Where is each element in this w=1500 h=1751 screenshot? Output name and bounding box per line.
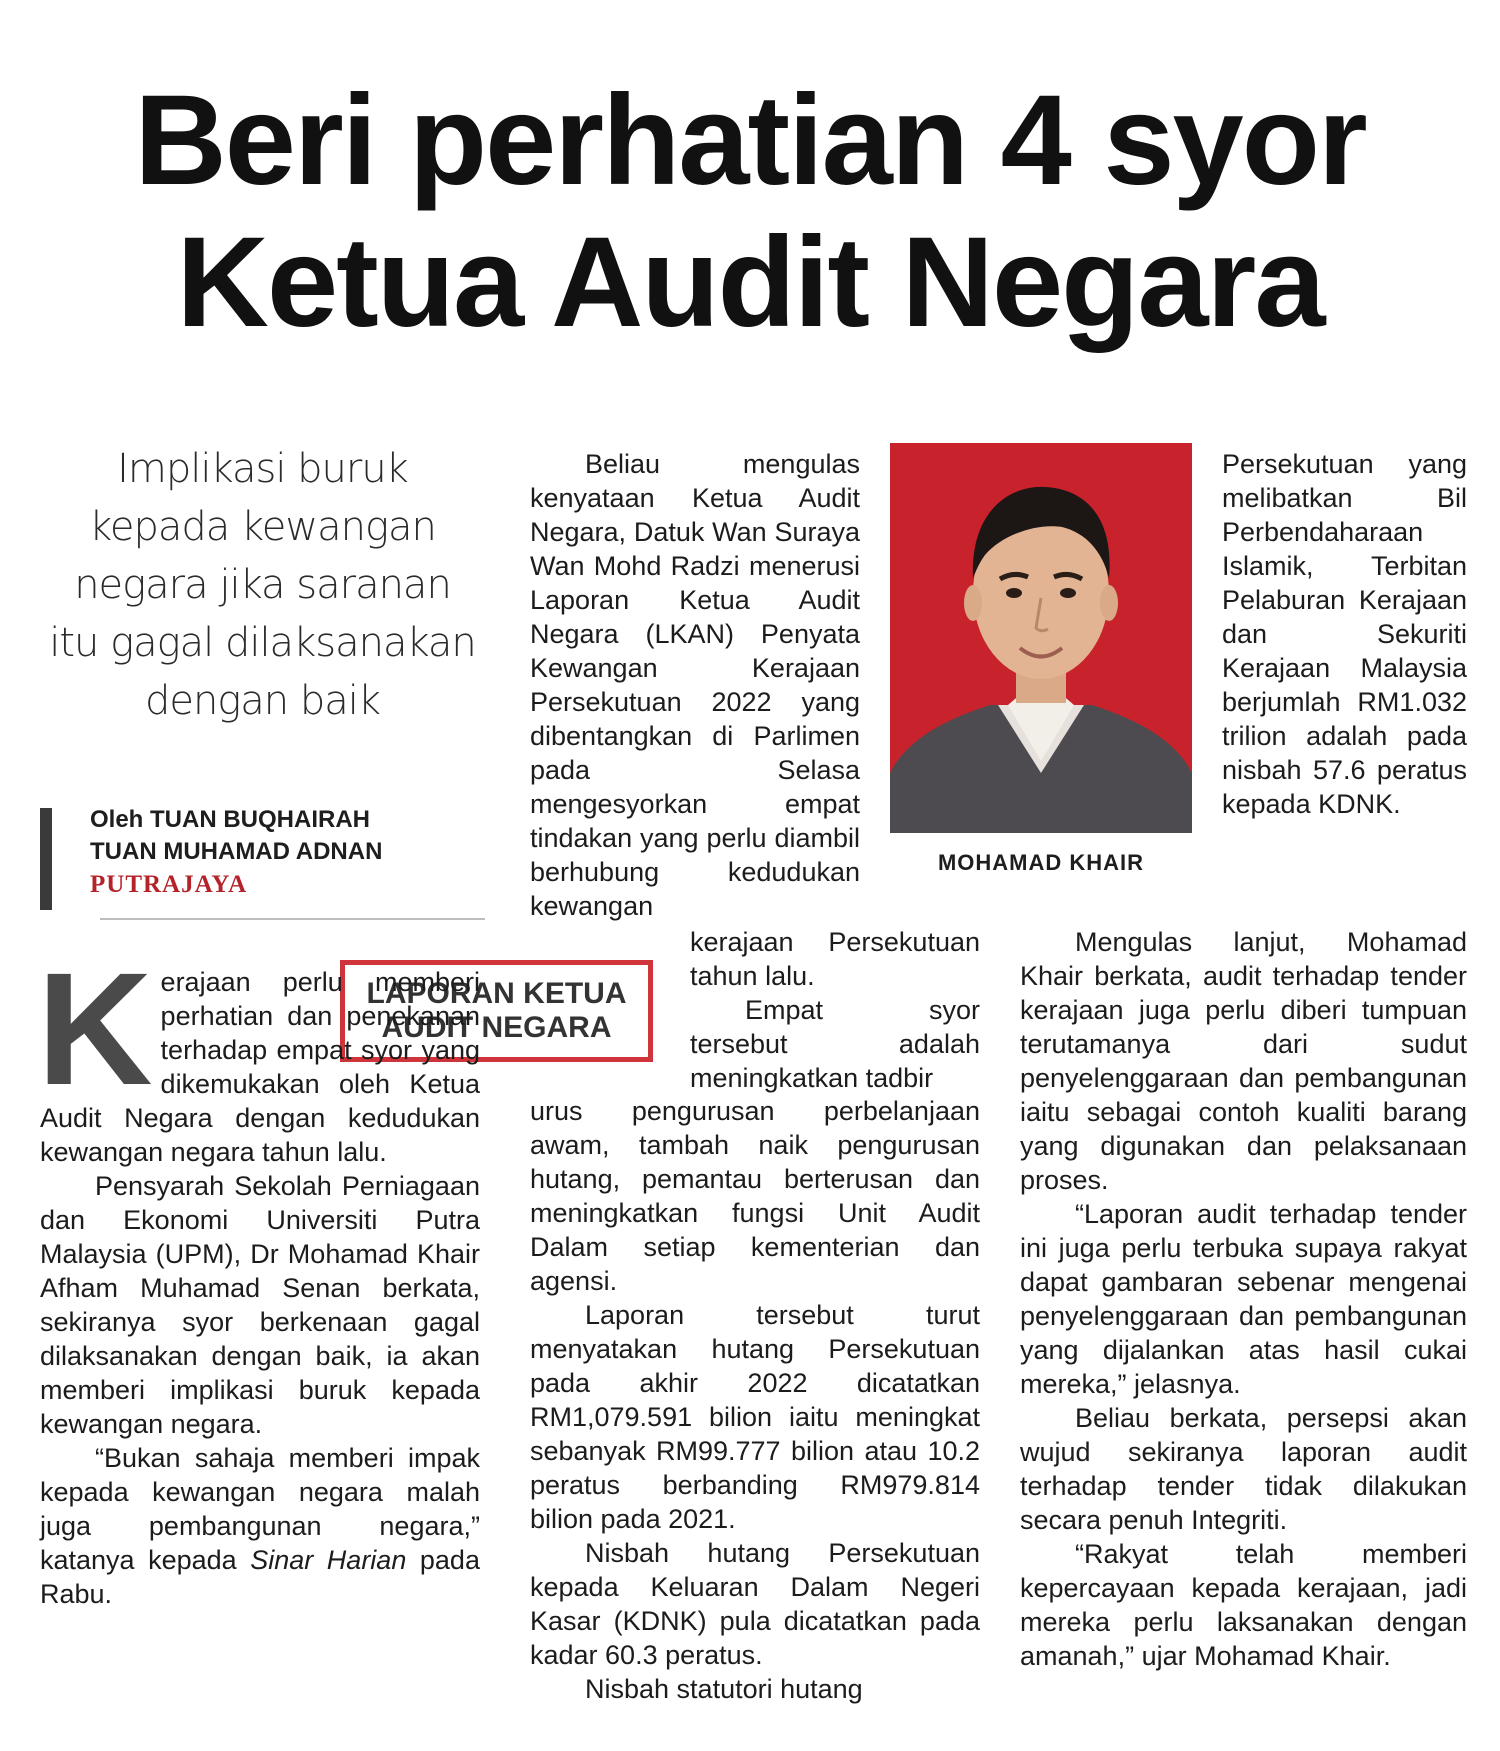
- article-column-upper-right: [1222, 447, 1467, 821]
- standfirst-line: Implikasi buruk: [117, 446, 408, 492]
- byline-bar: [40, 808, 52, 910]
- paragraph: Empat syor tersebut adalah meningkatkan tadbir: [690, 995, 980, 1093]
- byline-author-2: TUAN MUHAMAD ADNAN: [90, 838, 383, 865]
- byline-author-1: Oleh TUAN BUQHAIRAH: [90, 806, 370, 833]
- paragraph: [40, 1441, 480, 1611]
- article-column-2: [530, 1094, 980, 1706]
- drop-cap: K: [37, 939, 153, 1118]
- lead-text: erajaan perlu memberi perhatian dan penekanan terhadap empat syor yang dikemukakan oleh Ketua Audit Negara dengan kedudukan kewangan negara tahun lalu.: [40, 967, 480, 1167]
- article-column-upper-middle: [530, 447, 860, 923]
- quote-text: “Bukan sahaja memberi impak kepada kewangan negara malah juga pembangunan negara,” katanya kepada: [40, 1443, 480, 1575]
- byline: [40, 803, 480, 913]
- paragraph: Persekutuan yang melibatkan Bil Perbendaharaan Islamik, Terbitan Pelaburan Kerajaan dan Sekuriti Kerajaan Malaysia berjumlah RM1.032 trilion adalah pada nisbah 57.6 peratus kepada KDNK.: [1222, 449, 1467, 819]
- paragraph: Pensyarah Sekolah Perniagaan dan Ekonomi Universiti Putra Malaysia (UPM), Dr Mohamad Khair Afham Muhamad Senan berkata, sekiranya syor berkenaan gagal dilaksanakan dengan baik, ia akan memberi implikasi buruk kepada kewangan negara.: [40, 1171, 480, 1439]
- portrait-photo: [890, 443, 1192, 833]
- paragraph-lead: [37, 939, 480, 1169]
- section-tag-line-2: AUDIT NEGARA: [381, 1011, 612, 1044]
- paragraph: Nisbah hutang Persekutuan kepada Keluaran Dalam Negeri Kasar (KDNK) pula dicatatkan pada kadar 60.3 peratus.: [530, 1538, 980, 1670]
- byline-location: PUTRAJAYA: [90, 871, 248, 898]
- portrait-illustration: [890, 443, 1192, 833]
- paragraph: urus pengurusan perbelanjaan awam, tambah naik pengurusan hutang, pemantau berterusan dan meningkatkan fungsi Unit Audit Dalam setiap kementerian dan agensi.: [530, 1096, 980, 1296]
- standfirst-line: kepada kewangan: [89, 504, 436, 550]
- byline-divider: [100, 918, 485, 920]
- paragraph: Laporan tersebut turut menyatakan hutang Persekutuan pada akhir 2022 dicatatkan RM1,079.591 bilion iaitu meningkat sebanyak RM99.777 bilion atau 10.2 peratus berbanding RM979.814 bilion pada 2021.: [530, 1300, 980, 1534]
- publication-name: Sinar Harian: [250, 1545, 407, 1575]
- paragraph: Beliau berkata, persepsi akan wujud sekiranya laporan audit terhadap tender tidak dilakukan secara penuh Integriti.: [1020, 1403, 1467, 1535]
- standfirst-line: itu gagal dilaksanakan: [49, 620, 476, 666]
- article-column-1: [37, 939, 480, 1611]
- paragraph: “Laporan audit terhadap tender ini juga perlu terbuka supaya rakyat dapat gambaran sebenar mengenai penyelenggaraan dan pembangunan yang dijalankan atas hasil cukai mereka,” jelasnya.: [1020, 1199, 1467, 1399]
- section-tag-line-1: LAPORAN KETUA: [366, 977, 627, 1010]
- standfirst: [40, 440, 485, 730]
- headline-line-2: Ketua Audit Negara: [176, 211, 1324, 354]
- headline-line-1: Beri perhatian 4 syor: [134, 69, 1366, 212]
- standfirst-line: negara jika saranan: [74, 562, 451, 608]
- article-column-3: [1020, 925, 1467, 1673]
- article-column-2-top: [690, 925, 980, 1095]
- quote-tail: pada Rabu.: [40, 1545, 480, 1609]
- paragraph: Beliau mengulas kenyataan Ketua Audit Negara, Datuk Wan Suraya Wan Mohd Radzi menerusi Laporan Ketua Audit Negara (LKAN) Penyata Kewangan Kerajaan Persekutuan 2022 yang dibentangkan di Parlimen pada Selasa mengesyorkan empat tindakan yang perlu diambil berhubung kedudukan kewangan: [530, 449, 860, 921]
- paragraph: Mengulas lanjut, Mohamad Khair berkata, audit terhadap tender kerajaan juga perlu diberi tumpuan terutamanya dari sudut penyelenggaraan dan pembangunan iaitu sebagai contoh kualiti barang yang digunakan dan pelaksanaan proses.: [1020, 927, 1467, 1195]
- headline: [40, 70, 1460, 354]
- paragraph: kerajaan Persekutuan tahun lalu.: [690, 927, 980, 991]
- paragraph: “Rakyat telah memberi kepercayaan kepada kerajaan, jadi mereka perlu laksanakan dengan amanah,” ujar Mohamad Khair.: [1020, 1539, 1467, 1671]
- photo-caption: MOHAMAD KHAIR: [937, 850, 1145, 875]
- paragraph: Nisbah statutori hutang: [585, 1674, 863, 1704]
- standfirst-line: dengan baik: [144, 678, 381, 724]
